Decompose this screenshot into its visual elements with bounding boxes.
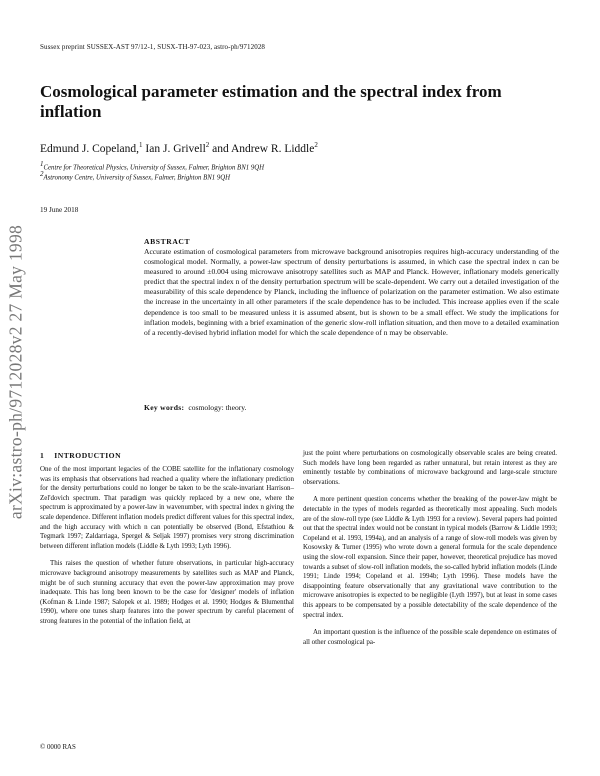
paragraph: An important question is the influence of the possible scale dependence on estimates of all other cosmological pa- — [303, 628, 557, 646]
section-title: INTRODUCTION — [54, 451, 122, 460]
body-column-left — [40, 465, 294, 627]
body-column-right — [303, 449, 557, 647]
affiliation-2-marker: 2 — [40, 170, 44, 178]
section-heading — [40, 451, 121, 460]
arxiv-stamp-text: arXiv:astro-ph/9712028v2 27 May 1998 — [5, 224, 26, 520]
paragraph: This raises the question of whether future observations, in particular high-accuracy microwave background anisotropy measurements by satellites such as MAP and Planck, might be of such stunning accuracy that even the power-law approximation may prove inadequate. This has long been known to be the case for 'designer' models of inflation (Kofman & Linde 1987; Salopek et al. 1989; Hodges et al. 1990; Hodges & Blumenthal 1990), where one tunes sharp features into the power spectrum by careful placement of strong features in the potential of the inflation field, at — [40, 559, 294, 625]
abstract-body: Accurate estimation of cosmological parameters from microwave background anisotropies requires high-accuracy understanding of the cosmological model. Normally, a power-law spectrum of density perturbations is assumed, in which case the spectral index n can be measured to around ±0.004 using microwave anisotropy satellites such as MAP and Planck. However, inflationary models generically predict that the spectral index n of the density perturbation spectrum will be scale-dependent. We carry out a detailed investigation of the measurability of this scale dependence by Planck, including the influence of polarization on the parameter estimation. We also estimate the increase in the uncertainty in all other parameters if the scale dependence has to be included. This increase applies even if the scale dependence is too small to be measured unless it is assumed absent, but is shown to be a small effect. We study the implications for inflation models, beginning with a brief examination of the generic slow-roll inflation situation, and then move to a detailed examination of a recently-devised hybrid inflation model for which the scale dependence of n may be observable. — [144, 247, 559, 337]
paragraph: A more pertinent question concerns whether the breaking of the power-law might be detectable in the types of models regarded as theoretically most appealing. Such models are of the slow-roll type (see Liddle & Lyth 1993 for a review). Several papers had pointed out that the spectral index would not be constant in typical models (Barrow & Liddle 1993; Copeland et al. 1993, 1994a), and an analysis of a range of slow-roll models was given by Kosowsky & Turner (1995) who wrote down a general formula for the scale dependence using the slow-roll expansion. Since their paper, however, theoretical prejudice has moved towards a subset of slow-roll inflation models, the so-called hybrid inflation models (Linde 1991; Linde 1994; Copeland et al. 1994b; Lyth 1996). These models have the disappointing feature observationally that any gravitational wave contribution to the microwave anisotropies is expected to be negligible (Lyth 1997), but at least in some cases this appears to be compensated by a possible detectability of the scale dependence of the spectral index. — [303, 495, 557, 619]
paragraph: just the point where perturbations on cosmologically observable scales are being created. Such models have long been regarded as rather unnatural, but retain interest as they are eminently testable by combinations of microwave background and large-scale structure observations. — [303, 449, 557, 486]
arxiv-stamp — [2, 212, 30, 532]
paper-title: Cosmological parameter estimation and the spectral index from inflation — [40, 82, 502, 121]
author-liddle: and Andrew R. Liddle — [209, 142, 315, 155]
paragraph: One of the most important legacies of the COBE satellite for the inflationary cosmology was its emphasis that observations had reached a quality where the inflationary prediction for the density perturbations could no longer be taken to be the scale-invariant Harrison–Zel'dovich spectrum. That paradigm was quickly replaced by a new one, where the spectrum is approximated by a power-law in wavenumber, with spectral index n giving the scale dependence. Different inflation models predict different values for this spectral index, and the high accuracy with which n can potentially be observed (Bond, Efstathiou & Tegmark 1997; Zaldarriaga, Spergel & Seljak 1997) promises very strong discrimination between different inflation models (Liddle & Lyth 1993; Lyth 1996). — [40, 465, 294, 550]
preprint-line: Sussex preprint SUSSEX-AST 97/12-1, SUSX-TH-97-023, astro-ph/9712028 — [40, 43, 266, 51]
keywords-label: Key words: — [144, 403, 185, 412]
abstract — [144, 237, 559, 338]
affiliation-1-marker: 1 — [40, 160, 44, 168]
paper-date: 19 June 2018 — [40, 206, 79, 214]
copyright-footer: © 0000 RAS — [40, 744, 76, 751]
affiliation-1-text: Centre for Theoretical Physics, University of Sussex, Falmer, Brighton BN1 9QH — [43, 164, 265, 172]
abstract-heading: ABSTRACT — [144, 237, 191, 246]
author-liddle-affiliation: 2 — [314, 141, 318, 149]
author-list — [40, 141, 318, 155]
keywords — [144, 403, 246, 412]
affiliation-2 — [40, 170, 230, 181]
author-copeland: Edmund J. Copeland, — [40, 142, 140, 155]
keywords-text: cosmology: theory. — [188, 403, 247, 412]
author-copeland-affiliation: 1 — [139, 141, 143, 149]
affiliation-2-text: Astronomy Centre, University of Sussex, Falmer, Brighton BN1 9QH — [43, 174, 231, 182]
author-grivell-affiliation: 2 — [205, 141, 210, 149]
section-number: 1 — [40, 451, 45, 460]
author-grivell: Ian J. Grivell — [142, 142, 206, 155]
